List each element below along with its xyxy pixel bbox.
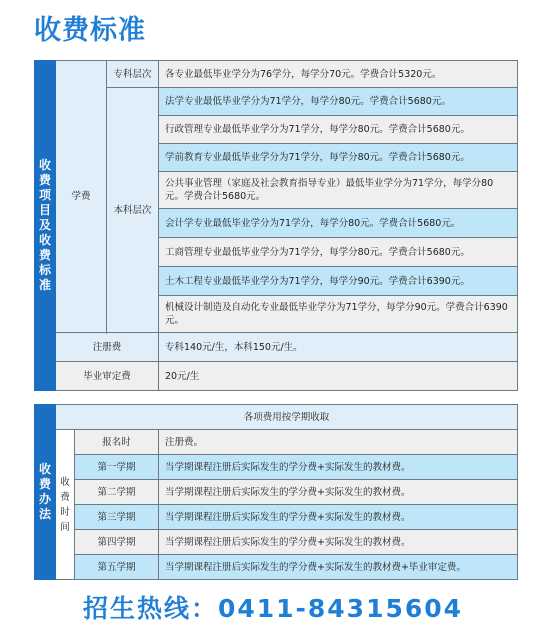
term-fee-text: 当学期课程注册后实际发生的学分费+实际发生的教材费。 (159, 455, 518, 480)
graduation-fee-label: 毕业审定费 (56, 362, 159, 391)
junior-level-label: 专科层次 (107, 61, 159, 88)
junior-fee-text: 各专业最低毕业学分为76学分，每学分70元。学费合计5320元。 (159, 61, 518, 88)
graduation-fee-text: 20元/生 (159, 362, 518, 391)
term-label: 第五学期 (75, 555, 159, 580)
fee-method-table (34, 404, 518, 580)
term-fee-text: 当学期课程注册后实际发生的学分费+实际发生的教材费+毕业审定费。 (159, 555, 518, 580)
term-fee-text: 注册费。 (159, 430, 518, 455)
term-fee-text: 当学期课程注册后实际发生的学分费+实际发生的教材费。 (159, 480, 518, 505)
bachelor-fee-row: 土木工程专业最低毕业学分为71学分，每学分90元。学费合计6390元。 (159, 267, 518, 296)
bachelor-fee-row: 机械设计制造及自动化专业最低毕业学分为71学分，每学分90元。学费合计6390元。 (159, 296, 518, 333)
term-label: 第四学期 (75, 530, 159, 555)
bachelor-fee-row: 工商管理专业最低毕业学分为71学分，每学分80元。学费合计5680元。 (159, 238, 518, 267)
fee-standard-table (34, 60, 518, 391)
fee-method-side-label: 收费办法 (35, 405, 56, 580)
registration-fee-label: 注册费 (56, 333, 159, 362)
bachelor-fee-row: 会计学专业最低毕业学分为71学分，每学分80元。学费合计5680元。 (159, 209, 518, 238)
bachelor-fee-row: 公共事业管理（家庭及社会教育指导专业）最低毕业学分为71学分，每学分80元。学费合计5680元。 (159, 172, 518, 209)
fee-time-label: 收费时间 (56, 430, 75, 580)
term-label: 第三学期 (75, 505, 159, 530)
bachelor-fee-row: 行政管理专业最低毕业学分为71学分，每学分80元。学费合计5680元。 (159, 116, 518, 144)
tuition-label: 学费 (56, 61, 107, 333)
term-label: 报名时 (75, 430, 159, 455)
page-title: 收费标准 (34, 15, 146, 46)
method-header: 各项费用按学期收取 (56, 405, 518, 430)
hotline-text: 招生热线：0411-84315604 (82, 594, 464, 623)
bachelor-level-label: 本科层次 (107, 88, 159, 333)
registration-fee-text: 专科140元/生，本科150元/生。 (159, 333, 518, 362)
term-fee-text: 当学期课程注册后实际发生的学分费+实际发生的教材费。 (159, 530, 518, 555)
term-fee-text: 当学期课程注册后实际发生的学分费+实际发生的教材费。 (159, 505, 518, 530)
term-label: 第二学期 (75, 480, 159, 505)
bachelor-fee-row: 法学专业最低毕业学分为71学分，每学分80元。学费合计5680元。 (159, 88, 518, 116)
fee-standard-side-label: 收费项目及收费标准 (35, 61, 56, 391)
bachelor-fee-row: 学前教育专业最低毕业学分为71学分，每学分80元。学费合计5680元。 (159, 144, 518, 172)
term-label: 第一学期 (75, 455, 159, 480)
